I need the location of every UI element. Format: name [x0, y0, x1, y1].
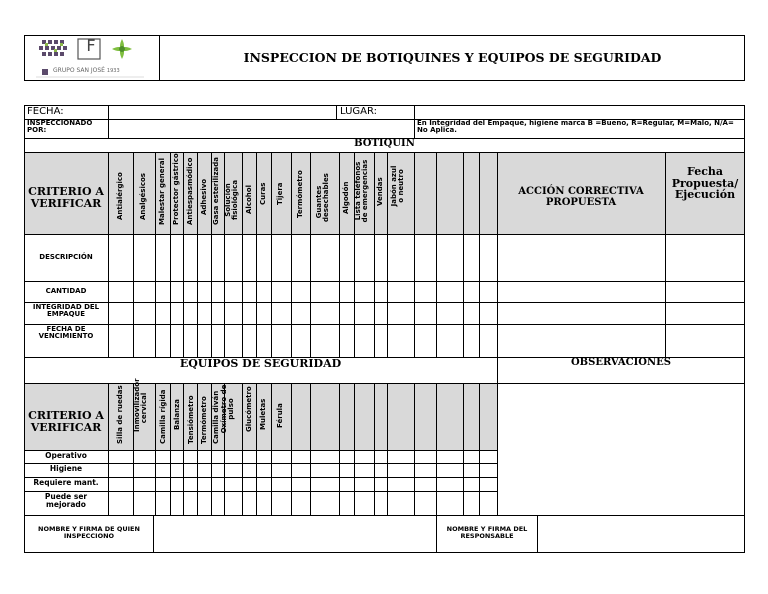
fecha-label: FECHA:: [27, 106, 64, 117]
legend-text: En Integridad del Empaque, higiene marca B =Bueno, R=Regular, M=Malo, N/A= No Aplica.: [417, 119, 734, 135]
logo-company-name: GRUPO SAN JOSÉ: [53, 67, 105, 74]
fecha-field[interactable]: [109, 106, 336, 119]
equipo-camilla-divan: Camilla diván: [212, 390, 220, 444]
equipo-silla-ruedas: Silla de ruedas: [116, 385, 124, 444]
item-malestar-general: Malestar general: [158, 157, 166, 225]
botiquin-criterio-label: CRITERIO A VERIFICAR: [28, 185, 104, 210]
item-lista-telefonos: Lista teléfonos de emergencias: [354, 159, 369, 223]
equipo-balanza: Balanza: [173, 399, 181, 430]
equipo-glucometro: Glucómetro: [245, 386, 253, 432]
item-analgesicos: Analgésicos: [139, 173, 147, 220]
equipos-criterio-label: CRITERIO A VERIFICAR: [28, 409, 104, 434]
item-alcohol: Alcohol: [245, 185, 253, 214]
item-antialergico: Antialérgico: [116, 172, 124, 220]
logo-letter: F: [86, 36, 96, 55]
firma-inspector-label: NOMBRE Y FIRMA DE QUIEN INSPECCIONO: [38, 525, 140, 540]
firma-inspector-field[interactable]: [154, 516, 436, 552]
item-adhesivo: Adhesivo: [200, 178, 208, 215]
item-termometro: Termómetro: [296, 170, 304, 218]
equipo-muletas: Muletas: [259, 398, 267, 430]
observaciones-title: OBSERVACIONES: [570, 357, 672, 368]
item-guantes-desechables: Guantes desechables: [315, 173, 330, 222]
lugar-label: LUGAR:: [340, 106, 377, 117]
item-algodon: Algodón: [342, 181, 350, 214]
equipos-title: EQUIPOS DE SEGURIDAD: [179, 357, 342, 370]
equipo-ferula: Férula: [276, 403, 284, 428]
logo-year: 1933: [106, 68, 120, 74]
row-integridad: INTEGRIDAD DEL EMPAQUE: [32, 303, 100, 319]
equipo-oximetro: Oxímetro de pulso: [220, 384, 235, 434]
item-protector-gastrico: Protector gástrico: [172, 153, 180, 225]
firma-responsable-field[interactable]: [538, 516, 744, 552]
item-tijera: Tijera: [276, 182, 284, 205]
item-solucion-fisiologica: Solución fisiológica: [224, 179, 239, 220]
row-higiene: Higiene: [49, 464, 83, 473]
equipo-camilla-rigida: Camilla rígida: [159, 389, 167, 444]
inspeccionado-field[interactable]: [109, 120, 414, 138]
observaciones-area[interactable]: [498, 384, 744, 515]
row-vencimiento: FECHA DE VENCIMIENTO: [38, 325, 94, 341]
page-title: INSPECCION DE BOTIQUINES Y EQUIPOS DE SEGURIDAD: [243, 50, 662, 65]
row-descripcion: DESCRIPCIÓN: [39, 253, 93, 261]
firma-responsable-label: NOMBRE Y FIRMA DEL RESPONSABLE: [446, 525, 528, 540]
item-jabon: Jabón azul o neutro: [390, 165, 405, 207]
row-requiere-mant: Requiere mant.: [33, 478, 99, 487]
item-gasa-esterilizada: Gasa esterilizada: [212, 157, 220, 225]
row-puede-ser-mejorado: Puede ser mejorado: [44, 492, 88, 509]
fecha-propuesta-label: Fecha Propuesta/ Ejecución: [671, 165, 739, 202]
accion-correctiva-label: ACCIÓN CORRECTIVA PROPUESTA: [518, 186, 644, 208]
item-curas: Curas: [259, 182, 267, 205]
row-cantidad: CANTIDAD: [45, 287, 87, 295]
row-operativo: Operativo: [45, 451, 87, 460]
item-antiespasmodico: Antiespasmódico: [186, 157, 194, 225]
botiquin-title: BOTIQUIN: [354, 138, 415, 149]
equipo-termometro: Termómetro: [200, 396, 208, 444]
lugar-field[interactable]: [415, 106, 744, 119]
inspeccionado-label: INSPECCIONADO POR:: [27, 119, 93, 135]
equipo-inmovilizador: Inmovilizador cervical: [133, 378, 148, 432]
item-vendas: Vendas: [376, 177, 384, 206]
equipo-tensiometro: Tensiómetro: [187, 395, 195, 444]
